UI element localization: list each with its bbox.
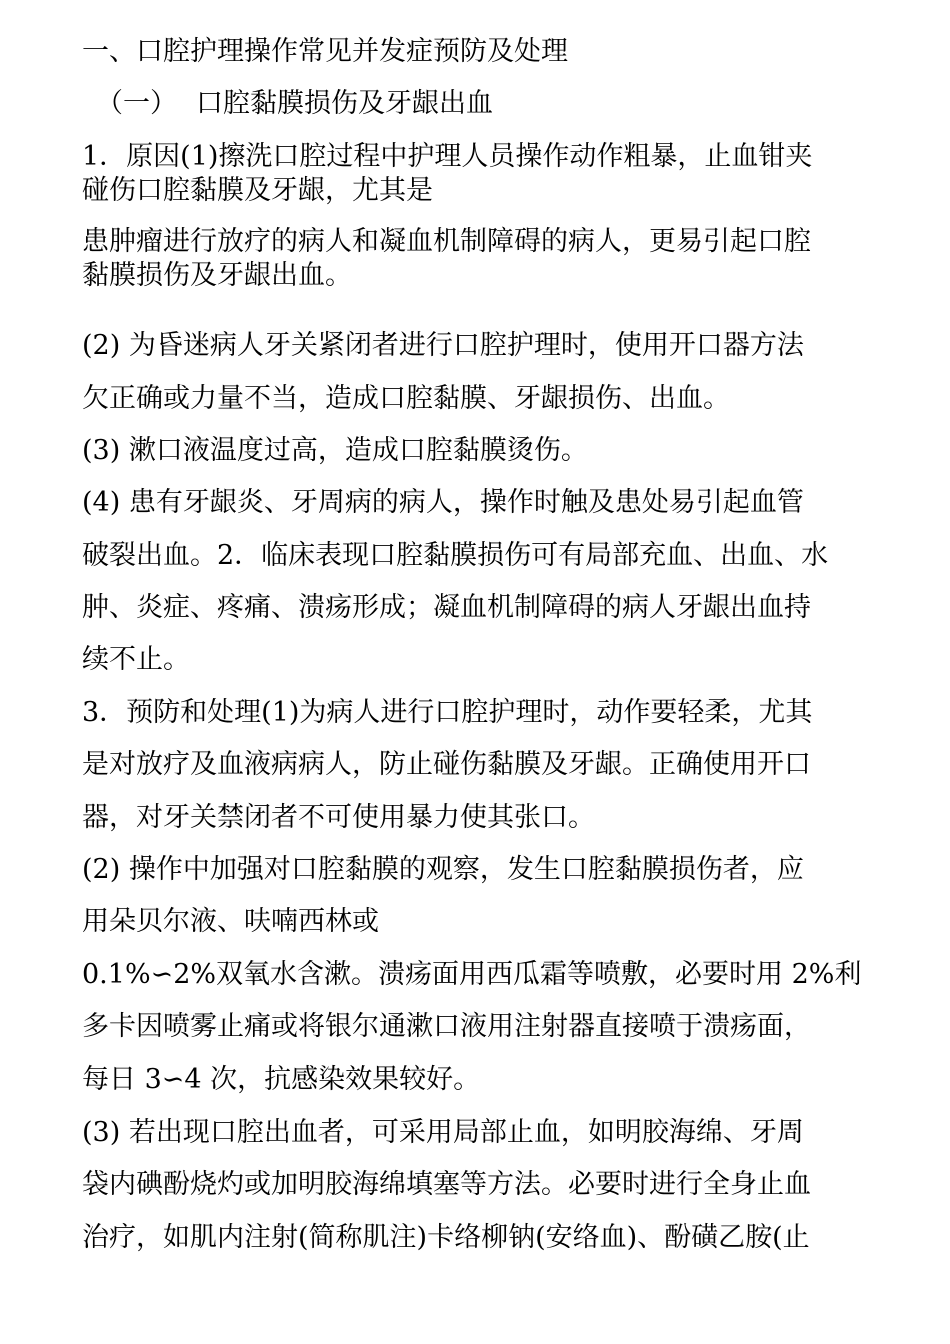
text-line: (3) 漱口液温度过高，造成口腔黏膜烫伤。 — [82, 435, 588, 466]
text-line: 碰伤口腔黏膜及牙龈，尤其是 — [82, 175, 433, 206]
text-line: 0.1%∽2%双氧水含漱。溃疡面用西瓜霜等喷敷，必要时用 2%利 — [82, 959, 862, 990]
text-line: 黏膜损伤及牙龈出血。 — [82, 260, 352, 291]
text-line: 是对放疗及血液病病人，防止碰伤黏膜及牙龈。正确使用开口 — [82, 749, 811, 780]
text-line: 肿、炎症、疼痛、溃疡形成；凝血机制障碍的病人牙龈出血持 — [82, 592, 811, 623]
text-line: 器，对牙关禁闭者不可使用暴力使其张口。 — [82, 802, 595, 833]
text-line: 多卡因喷雾止痛或将银尔通漱口液用注射器直接喷于溃疡面， — [82, 1011, 811, 1042]
text-line: (2) 为昏迷病人牙关紧闭者进行口腔护理时，使用开口器方法 — [82, 330, 804, 361]
text-line: 破裂出血。2．临床表现口腔黏膜损伤可有局部充血、出血、水 — [82, 540, 829, 571]
text-line: 3．预防和处理(1)为病人进行口腔护理时，动作要轻柔，尤其 — [82, 697, 813, 728]
text-line: 欠正确或力量不当，造成口腔黏膜、牙龈损伤、出血。 — [82, 383, 730, 414]
text-line: (2) 操作中加强对口腔黏膜的观察，发生口腔黏膜损伤者，应 — [82, 854, 804, 885]
text-line: (3) 若出现口腔出血者，可采用局部止血，如明胶海绵、牙周 — [82, 1117, 804, 1148]
section-heading: 一、口腔护理操作常见并发症预防及处理 — [82, 36, 568, 67]
text-line: 治疗，如肌内注射(简称肌注)卡络柳钠(安络血)、酚磺乙胺(止 — [82, 1222, 810, 1253]
text-line: 每日 3∽4 次，抗感染效果较好。 — [82, 1064, 481, 1095]
text-line: 患肿瘤进行放疗的病人和凝血机制障碍的病人，更易引起口腔 — [82, 226, 811, 257]
text-line: 袋内碘酚烧灼或加明胶海绵填塞等方法。必要时进行全身止血 — [82, 1169, 811, 1200]
text-line: 用朵贝尔液、呋喃西林或 — [82, 906, 379, 937]
text-line: 1．原因(1)擦洗口腔过程中护理人员操作动作粗暴，止血钳夹 — [82, 141, 813, 172]
subsection-number: （一） — [96, 88, 177, 119]
text-line: 续不止。 — [82, 644, 190, 675]
subsection-title: 口腔黏膜损伤及牙龈出血 — [196, 88, 493, 119]
subsection-heading — [96, 86, 493, 122]
text-line: (4) 患有牙龈炎、牙周病的病人，操作时触及患处易引起血管 — [82, 487, 804, 518]
